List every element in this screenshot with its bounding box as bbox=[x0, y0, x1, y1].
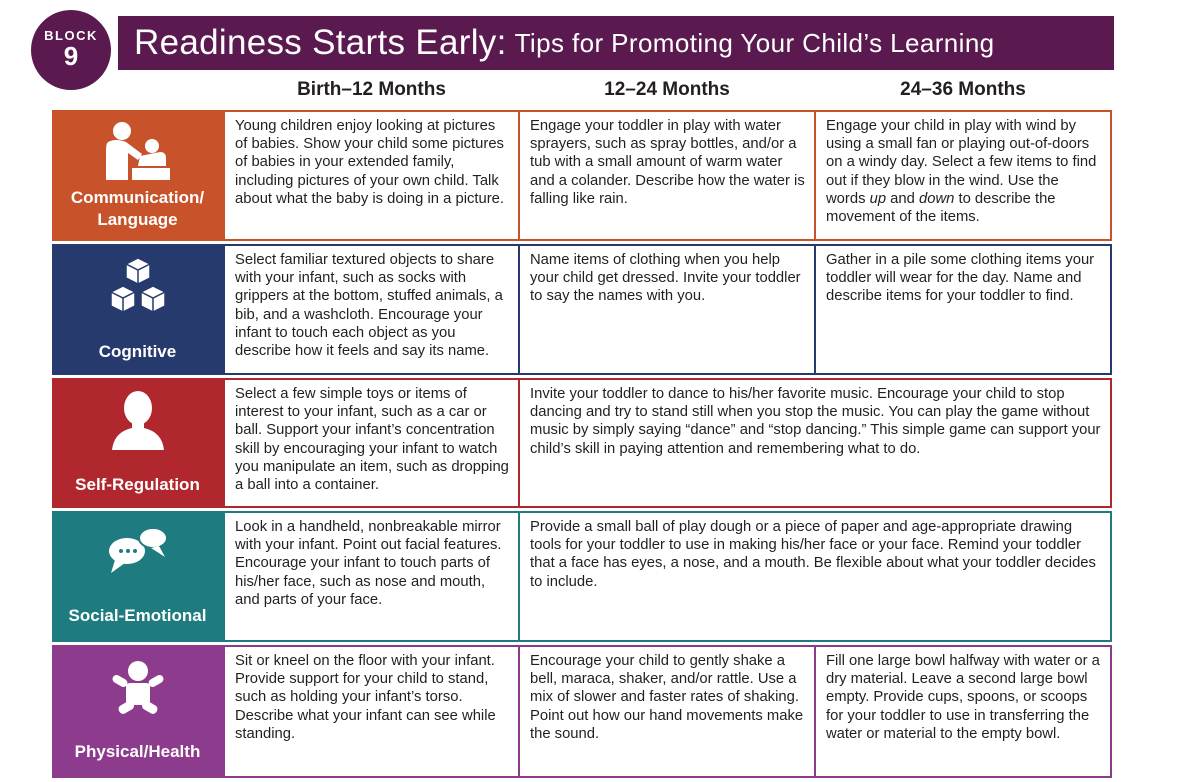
tip-cell-12-36: Provide a small ball of play dough or a piece of paper and age-appropriate drawing tools for your toddler to use in making his/her face or your face. Remind your toddler that a face has eyes, a nose, and a mouth. Be flexible about what your toddler decides to include. bbox=[518, 511, 1112, 642]
domain-label-cognitive bbox=[52, 244, 223, 375]
tip-cell-birth-12: Select familiar textured objects to share with your infant, such as socks with grippers at the bottom, stuffed animals, a bib, and a washcloth. Encourage your infant to touch each object as you describe how it feels and say its name. bbox=[223, 244, 520, 375]
domain-label-text: Communication/ Language bbox=[70, 188, 205, 229]
row-physical-health bbox=[52, 645, 1112, 778]
column-header-12-24: 12–24 Months bbox=[604, 79, 730, 100]
tip-cell-birth-12: Young children enjoy looking at pictures of babies. Show your child some pictures of babies in your extended family, including pictures of your own child. Talk about what the baby is doing in a picture. bbox=[223, 110, 520, 241]
domain-label-text: Physical/Health bbox=[74, 742, 201, 761]
block-badge bbox=[31, 10, 111, 90]
column-header-birth-12: Birth–12 Months bbox=[297, 79, 446, 100]
domain-label-physical-health bbox=[52, 645, 223, 778]
baby-figure-icon bbox=[52, 659, 223, 721]
block-label: BLOCK bbox=[44, 27, 98, 43]
tip-cell-12-24: Engage your toddler in play with water sprayers, such as spray bottles, and/or a tub with a small amount of warm water and a colander. Describe how the water is falling like rain. bbox=[518, 110, 816, 241]
domain-label-text: Self-Regulation bbox=[75, 475, 200, 494]
tip-cell-12-24: Name items of clothing when you help your child get dressed. Invite your toddler to say the names with you. bbox=[518, 244, 816, 375]
domain-label-text: Cognitive bbox=[98, 342, 177, 361]
tip-cell-24-36: Gather in a pile some clothing items your toddler will wear for the day. Name and describe items for your toddler to find. bbox=[814, 244, 1112, 375]
page-subtitle: Tips for Promoting Your Child’s Learning bbox=[514, 27, 995, 58]
speech-bubbles-icon bbox=[52, 523, 223, 579]
row-cognitive bbox=[52, 244, 1112, 375]
person-silhouette-icon bbox=[52, 388, 223, 452]
page-title: Readiness Starts Early: bbox=[134, 23, 507, 62]
tip-cell-24-36: Engage your child in play with wind by using a small fan or playing out-of-doors on a windy day. Select a few items to find out if they blow in the wind. Use the words up and down to describe the movement of the items. bbox=[814, 110, 1112, 241]
block-number: 9 bbox=[63, 40, 79, 71]
domain-label-communication bbox=[52, 110, 223, 241]
tip-cell-12-24: Encourage your child to gently shake a bell, maraca, shaker, and/or rattle. Use a mix of slower and faster rates of shaking. Point out how our hand movements make the sound. bbox=[518, 645, 816, 778]
tip-cell-birth-12: Select a few simple toys or items of interest to your infant, such as a car or ball. Support your infant’s concentration skill by encouraging your infant to watch you manipulate an item, such as dropping a ball into a container. bbox=[223, 378, 520, 508]
domain-label-self-regulation bbox=[52, 378, 223, 508]
row-communication-language bbox=[52, 110, 1112, 241]
column-header-24-36: 24–36 Months bbox=[900, 79, 1026, 100]
domain-label-social-emotional bbox=[52, 511, 223, 642]
title-bar bbox=[118, 16, 1114, 70]
stacked-blocks-icon bbox=[52, 256, 223, 316]
tip-cell-24-36: Fill one large bowl halfway with water or a dry material. Leave a second large bowl empty. Provide cups, spoons, or scoops for your toddler to use in transferring the water or material to the empty bowl. bbox=[814, 645, 1112, 778]
domain-label-text: Social-Emotional bbox=[68, 606, 207, 625]
row-self-regulation bbox=[52, 378, 1112, 508]
tip-cell-birth-12: Look in a handheld, nonbreakable mirror with your infant. Point out facial features. Encourage your infant to touch parts of his/her face, such as nose and mouth, and parts of your face. bbox=[223, 511, 520, 642]
row-social-emotional bbox=[52, 511, 1112, 642]
adult-with-baby-icon bbox=[52, 120, 223, 184]
tip-cell-12-36: Invite your toddler to dance to his/her favorite music. Encourage your child to stop dancing and try to stand still when you stop the music. You can play the game without music by simply saying “dance” and “stop dancing.” This simple game can support your child’s skill in paying attention and remembering what to do. bbox=[518, 378, 1112, 508]
tip-cell-birth-12: Sit or kneel on the floor with your infant. Provide support for your child to stand, such as holding your infant’s torso. Describe what your infant can see while standing. bbox=[223, 645, 520, 778]
